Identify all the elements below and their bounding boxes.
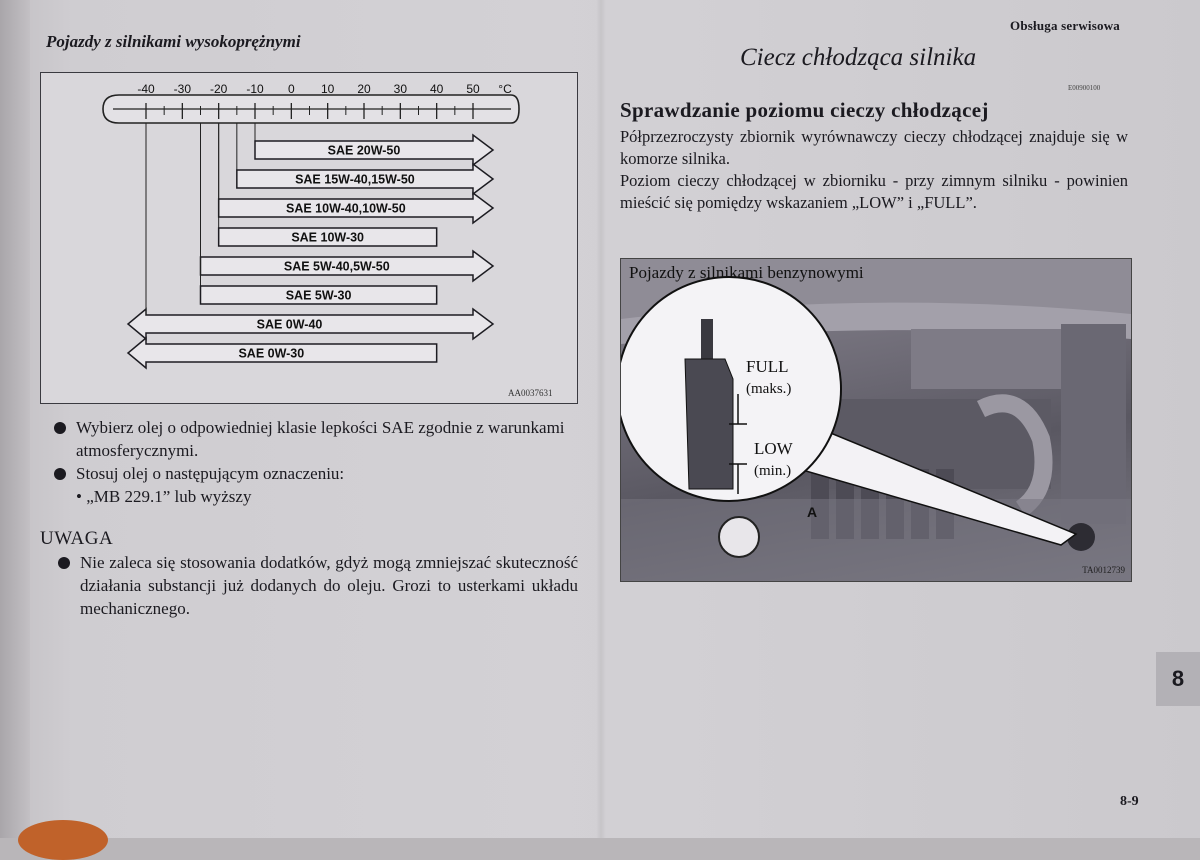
low-sub-label: (min.) [754,463,792,479]
bullet-dot [58,557,70,569]
engine-photo [620,258,1132,582]
bar-label: SAE 5W-30 [285,288,352,303]
bar-label: SAE 0W-40 [256,317,323,332]
bar-label: SAE 5W-40,5W-50 [283,259,390,274]
tick-label: 30 [393,82,408,96]
note-item [58,551,578,620]
bullet-text: Stosuj olej o następującym oznaczeniu: [76,464,345,483]
bar-label: SAE 10W-40,10W-50 [285,201,406,216]
tick-label: -10 [246,82,264,96]
tick-label: 0 [287,82,295,96]
tick-label: -30 [173,82,192,96]
tick-label: -20 [209,82,228,96]
bullet-dot [54,422,66,434]
full-sub-label: (maks.) [746,381,792,397]
sub-bullet: • „MB 229.1” lub wyższy [76,487,252,506]
bar-label: SAE 20W-50 [327,143,401,158]
bullet-dot [54,468,66,480]
photo-code: TA0012739 [1082,565,1125,575]
sae-viscosity-chart [40,72,578,404]
bullet-item [54,416,582,462]
chart-code: AA0037631 [508,388,553,398]
bar-label: SAE 15W-40,15W-50 [295,172,415,187]
oil-bullets [54,416,582,508]
diesel-subtitle: Pojazdy z silnikami wysokoprężnymi [46,32,301,51]
chapter-tab: 8 [1156,652,1200,706]
low-label: LOW [754,439,793,458]
chart-svg [41,73,577,403]
unit-label: °C [498,82,512,96]
photo-label: Pojazdy z silnikami benzynowymi [629,263,864,282]
paragraph-location: Półprzezroczysty zbiornik wyrównawczy cieczy chłodzącej znajduje się w komorze silnika. [620,127,1128,168]
section-header: Obsługa serwisowa [1010,18,1120,33]
tick-label: 10 [320,82,335,96]
engine-illustration [621,259,1131,581]
bar-label: SAE 10W-30 [291,230,365,245]
section-heading: Sprawdzanie poziomu cieczy chłodzącej [620,98,989,122]
coolant-title: Ciecz chłodząca silnika [740,44,977,71]
tick-label: 40 [429,82,444,96]
note-text: Nie zaleca się stosowania dodatków, gdyż mogą zmniejszać skuteczność działania substancji już dodanych do oleju. Grozi to usterkami układu mechanicznego. [80,553,578,618]
paragraph-level: Poziom cieczy chłodzącej w zbiorniku - przy zimnym silniku - powinien mieścić się pomiędzy wskazaniem „LOW” i „FULL”. [620,171,1128,212]
bullet-text: Wybierz olej o odpowiedniej klasie lepkości SAE zgodnie z warunkami atmosferycznymi. [76,418,565,460]
tick-label: 50 [466,82,480,96]
bar-label: SAE 0W-30 [238,346,305,361]
marker-a: A [807,504,818,520]
tick-label: -40 [137,82,155,96]
page-edge [0,0,30,838]
note-body [58,551,578,620]
note-heading: UWAGA [40,528,114,549]
page-gutter [596,0,606,838]
reference-code: E00900100 [1068,84,1101,92]
thumb-shadow [18,820,108,860]
tick-label: 20 [357,82,371,96]
full-label: FULL [746,357,789,376]
bullet-item [54,462,582,485]
page-number: 8-9 [1120,794,1139,809]
